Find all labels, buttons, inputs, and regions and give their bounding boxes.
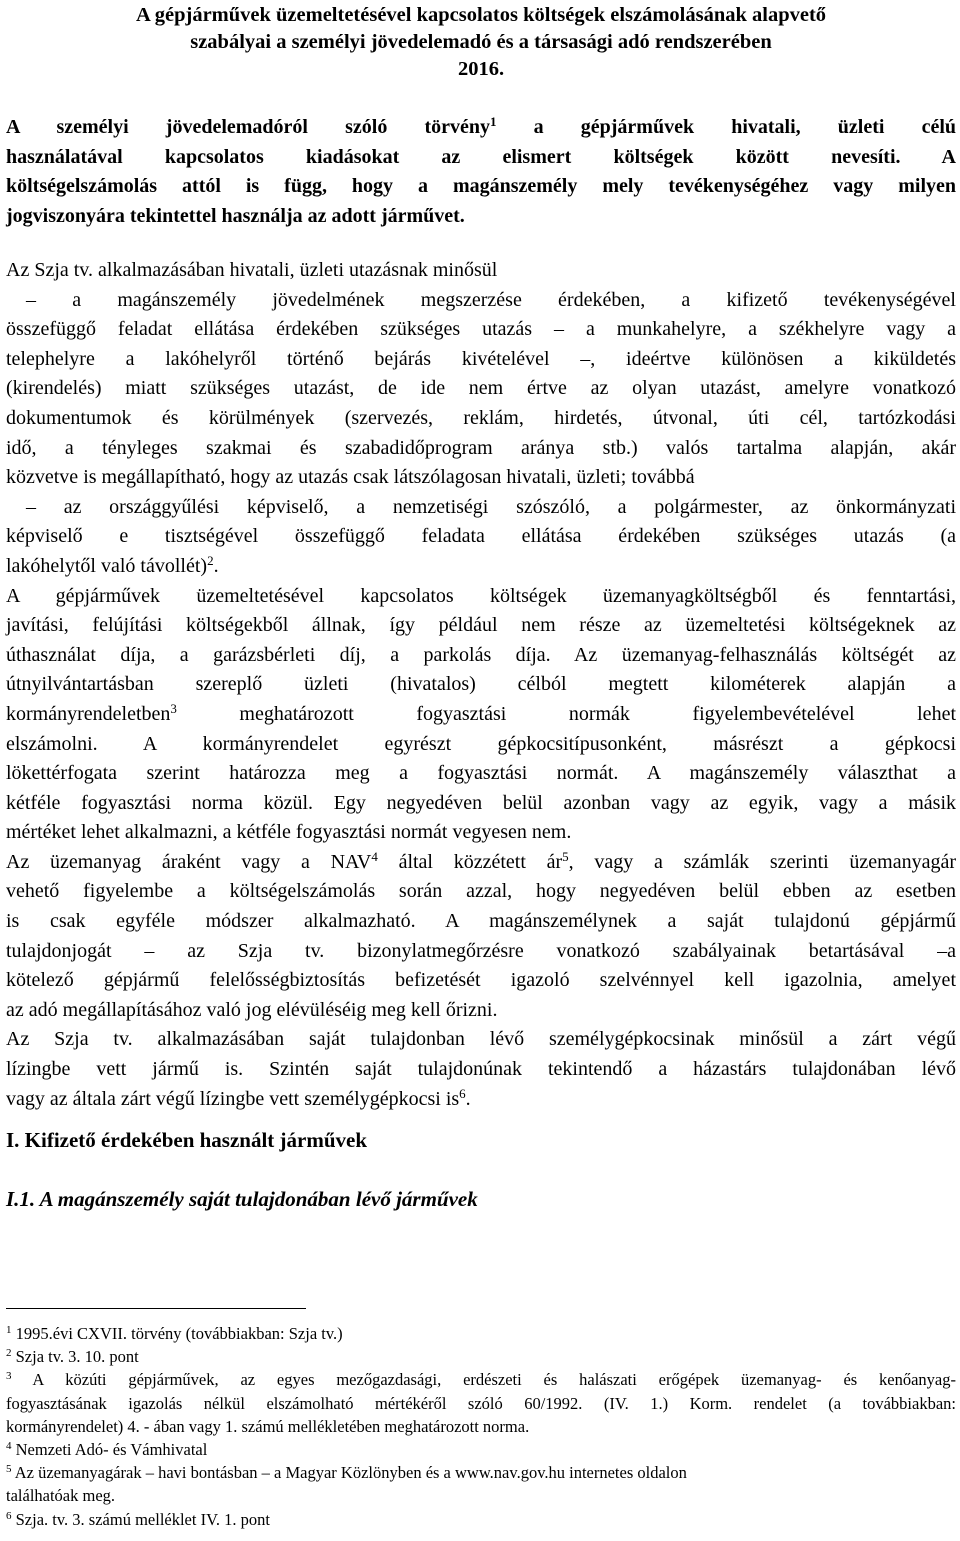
paragraph-own-vehicle xyxy=(6,1025,956,1114)
footnote-number: 5 xyxy=(6,1463,12,1476)
footnote-ref-2[interactable]: 2 xyxy=(207,552,214,568)
body-line: A gépjárművek üzemeltetésével kapcsolatos költségek üzemanyagköltségből és fenntartási, xyxy=(6,584,956,607)
footnote-line: találhatóak meg. xyxy=(6,1486,116,1506)
footnote-text: 1995.évi CXVII. törvény (továbbiakban: Szja tv.) xyxy=(11,1324,343,1343)
body-line: idő, a tényleges szakmai és szabadidőprogram aránya stb.) valós tartalma alapján, akár xyxy=(6,436,956,459)
body-line: dokumentumok és körülmények (szervezés, reklám, hirdetés, útvonal, úti cél, tartózkodási xyxy=(6,406,956,429)
footnote-divider xyxy=(6,1308,306,1309)
lead-paragraph xyxy=(6,113,956,231)
body-text: lakóhelytől való távollét) xyxy=(6,554,208,577)
body-line: Az Szja tv. alkalmazásában hivatali, üzleti utazásnak minősül xyxy=(6,259,498,281)
body-line: – az országgyűlési képviselő, a nemzetiségi szószóló, a polgármester, az önkormányzati xyxy=(26,495,956,518)
section-heading: I. Kifizető érdekében használt járművek xyxy=(6,1128,368,1152)
body-text: . xyxy=(213,554,219,577)
paragraph-fuel-price xyxy=(6,848,956,1026)
footnote-number: 3 xyxy=(6,1370,12,1383)
subsection-heading: I.1. A magánszemély saját tulajdonában lévő járművek xyxy=(6,1187,478,1211)
body-line xyxy=(6,1085,956,1115)
body-line: útnyilvántartásban szereplő üzleti (hivatalos) célból megtett kilométerek alapján a xyxy=(6,673,956,696)
body-text: . xyxy=(465,1087,471,1110)
body-line: (kirendelés) miatt szükséges utazást, de ide nem értve az olyan utazást, amelyre vonatkozó xyxy=(6,377,956,400)
footnote-line xyxy=(6,1461,956,1484)
footnote-number: 1 xyxy=(6,1324,12,1336)
body-line: kétféle fogyasztási norma közül. Egy negyedéven belül azonban vagy az egyik, vagy a másik xyxy=(6,791,956,814)
footnote-6 xyxy=(6,1508,956,1531)
footnote-number: 4 xyxy=(6,1440,12,1453)
footnotes xyxy=(6,1322,956,1531)
footnote-text: Szja. tv. 3. számú melléklet IV. 1. pont xyxy=(11,1509,270,1529)
body-line: közvetve is megállapítható, hogy az utazás csak látszólagosan hivatali, üzleti; továbbá xyxy=(6,466,695,489)
body-line: javítási, felújítási költségekből állnak, így például nem része az üzemeltetési költségeknek az xyxy=(6,614,956,637)
body-line xyxy=(6,848,956,878)
body-line: az adó megállapításához való jog elévüléséig meg kell őrizni. xyxy=(6,998,498,1021)
lead-text: A személyi jövedelemadóról szóló törvény xyxy=(6,116,490,138)
footnote-text: Az üzemanyagárak – havi bontásban – a Magyar Közlönyben és a www.nav.gov.hu internetes oldalon xyxy=(11,1463,687,1483)
paragraph-operating-costs xyxy=(6,582,956,848)
footnote-2 xyxy=(6,1345,956,1368)
title-line-2: szabályai a személyi jövedelemadó és a társasági adó rendszerében xyxy=(190,31,772,53)
body-line: lökettérfogata szerint határozza meg a fogyasztási normát. A magánszemély választhat a xyxy=(6,762,956,785)
document-title xyxy=(6,2,956,83)
body-line: kötelező gépjármű felelősségbiztosítás befizetését igazoló szelvénnyel kell igazolnia, amelyet xyxy=(6,969,956,992)
body-text: kormányrendeletben xyxy=(6,702,171,725)
lead-line-1 xyxy=(6,113,956,143)
footnote-text: A közúti gépjárművek, az egyes mezőgazdasági, erdészeti és halászati erőgépek üzemanyag- és kenőanyag- xyxy=(11,1370,956,1390)
body-line: is csak egyféle módszer alkalmazható. A magánszemélynek a saját tulajdonú gépjármű xyxy=(6,910,956,933)
title-line-3: 2016. xyxy=(457,58,505,80)
body-text: által közzétett ár xyxy=(377,850,563,873)
footnote-ref-6[interactable]: 6 xyxy=(459,1085,466,1101)
lead-text: a gépjárművek hivatali, üzleti célú xyxy=(496,116,957,138)
lead-line-3: költségelszámolás attól is függ, hogy a magánszemély mely tevékenységéhez vagy milyen xyxy=(6,175,956,197)
footnote-ref-1[interactable]: 1 xyxy=(490,114,497,129)
body-line: mértéket lehet alkalmazni, a kétféle fogyasztási normát vegyesen nem. xyxy=(6,821,572,844)
body-line: elszámolni. A kormányrendelet egyrészt gépkocsitípusonként, másrészt a gépkocsi xyxy=(6,732,956,755)
body-line: Az Szja tv. alkalmazásában saját tulajdonban lévő személygépkocsinak minősül a zárt végű xyxy=(6,1028,956,1051)
footnote-3 xyxy=(6,1368,956,1438)
body-line xyxy=(6,700,956,730)
body-line: úthasználat díja, a garázsbérleti díj, a parkolás díja. Az üzemanyag-felhasználás költségét az xyxy=(6,643,956,666)
footnote-line: fogyasztásának igazolás nélkül elszámolható mértékéről szóló 60/1992. (IV. 1.) Korm. rendelet (a továbbiakban: xyxy=(6,1393,956,1413)
lead-line-4: jogviszonyára tekintettel használja az adott járművet. xyxy=(6,204,465,227)
body-line: – a magánszemély jövedelmének megszerzése érdekében, a kifizető tevékenységével xyxy=(26,288,956,311)
body-line: összefüggő feladat ellátása érdekében szükséges utazás – a munkahelyre, a székhelyre vagy a xyxy=(6,318,956,341)
body-line: telephelyre a lakóhelyről történő bejárás kivételével –, ideértve különösen a kiküldetés xyxy=(6,347,956,370)
body-text: vagy az általa zárt végű lízingbe vett személygépkocsi is xyxy=(6,1087,460,1110)
body-line: tulajdonjogát – az Szja tv. bizonylatmegőrzésre vonatkozó szabályainak betartásával –a xyxy=(6,939,956,962)
document-body xyxy=(6,256,956,1114)
body-text: meghatározott fogyasztási normák figyelembevételével lehet xyxy=(176,702,956,725)
body-line: vehető figyelembe a költségelszámolás során azzal, hogy negyedéven belül ebben az esetben xyxy=(6,880,956,903)
lead-line-2: használatával kapcsolatos kiadásokat az elismert költségek között nevesíti. A xyxy=(6,145,956,168)
footnote-ref-5[interactable]: 5 xyxy=(562,848,569,864)
body-line: lízingbe vett jármű is. Szintén saját tulajdonúnak tekintendő a házastárs tulajdonában lévő xyxy=(6,1058,956,1081)
body-text: Az üzemanyag áraként vagy a NAV xyxy=(6,850,372,873)
footnote-line: kormányrendelet) 4. - ában vagy 1. számú mellékletében meghatározott norma. xyxy=(6,1416,530,1436)
footnote-4 xyxy=(6,1438,956,1461)
body-line xyxy=(6,552,956,582)
footnote-number: 2 xyxy=(6,1347,12,1360)
footnote-1 xyxy=(6,1322,956,1345)
footnote-text: Szja tv. 3. 10. pont xyxy=(11,1347,139,1367)
footnote-ref-4[interactable]: 4 xyxy=(371,848,378,864)
footnote-number: 6 xyxy=(6,1509,12,1522)
footnote-ref-3[interactable]: 3 xyxy=(170,700,177,716)
footnote-text: Nemzeti Adó- és Vámhivatal xyxy=(11,1440,208,1460)
footnote-line xyxy=(6,1368,956,1391)
paragraph-business-travel xyxy=(6,256,956,582)
body-line: képviselő e tisztségével összefüggő feladata ellátása érdekében szükséges utazás (a xyxy=(6,525,956,548)
title-line-1: A gépjárművek üzemeltetésével kapcsolatos költségek elszámolásának alapvető xyxy=(135,4,827,26)
body-text: , vagy a számlák szerinti üzemanyagár xyxy=(568,850,957,873)
footnote-5 xyxy=(6,1461,956,1507)
